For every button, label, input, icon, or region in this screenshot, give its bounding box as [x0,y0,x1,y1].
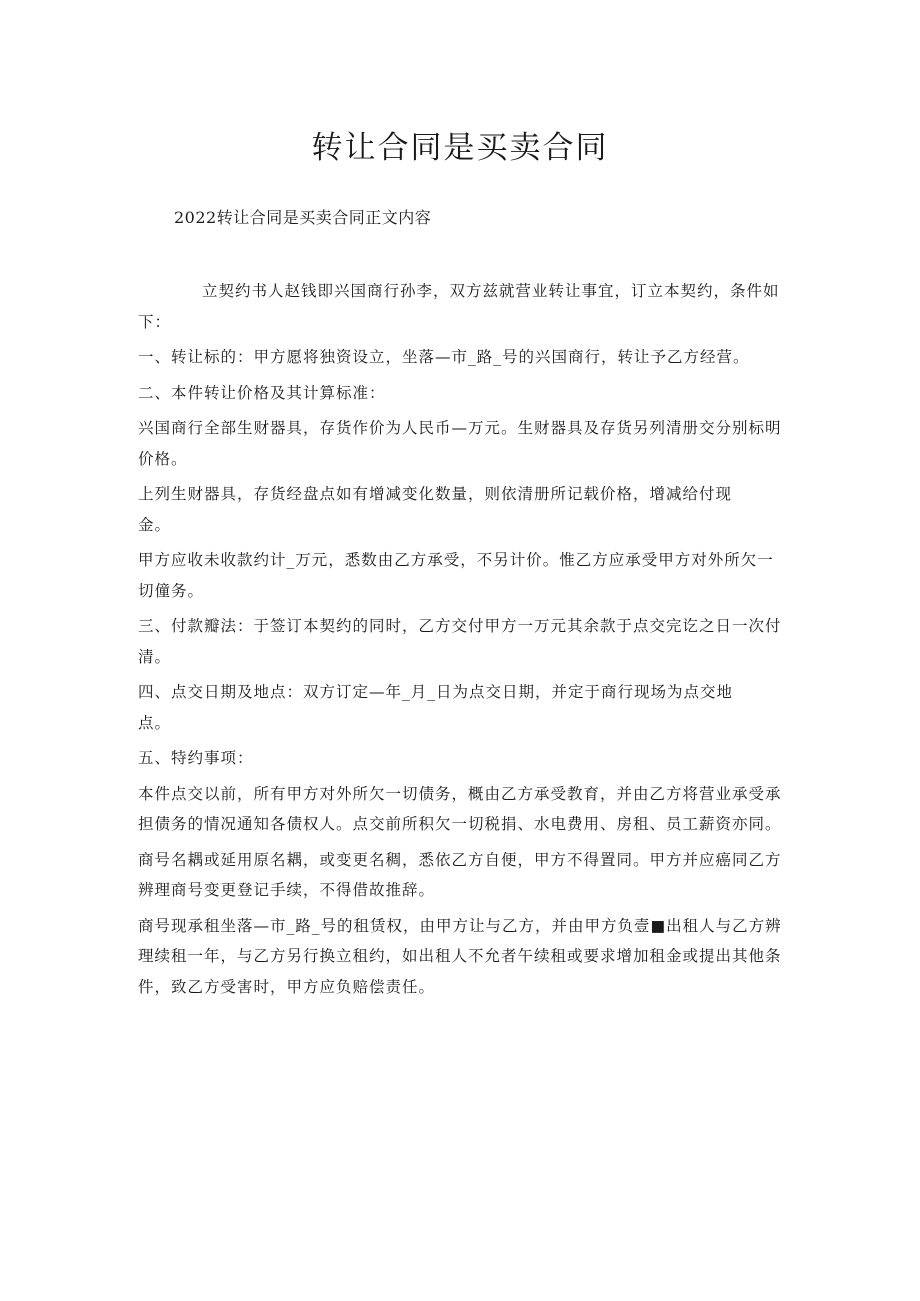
paragraph-clause-2-heading: 二、本件转让价格及其计算标准： [138,383,386,402]
paragraph-clause-2-item-3: 甲方应收未收款约计_万元，悉数由乙方承受，不另计价。惟乙方应承受甲方对外所欠一切僮务。 [138,551,774,600]
paragraph-clause-4: 四、点交日期及地点：双方订定—年_月_日为点交日期，并定于商行现场为点交地点。 [138,683,734,732]
paragraph-clause-5-heading: 五、特约事项： [138,749,254,767]
document-body [138,276,784,1007]
paragraph-clause-2-item-1: 兴国商行全部生财器具，存货作价为人民币—万元。生财器具及存货另列清册交分别标明价格。 [138,419,782,468]
document-subtitle: 2022转让合同是买卖合同正文内容 [174,208,432,227]
paragraph-clause-1: 一、转让标的：甲方愿将独资设立，坐落—市_路_号的兴国商行，转让予乙方经营。 [138,348,750,366]
paragraph-clause-5-item-1: 本件点交以前，所有甲方对外所欠一切债务，概由乙方承受教育，并由乙方将营业承受承担债务的情况通知各债权人。点交前所积欠一切税捐、水电费用、房租、员工薪资亦同。 [138,784,782,833]
paragraph-clause-2-item-2: 上列生财器具，存货经盘点如有增减变化数量，则依清册所记载价格，增减给付现金。 [138,485,733,534]
paragraph-clause-3: 三、付款瓣法：于签订本契约的同时，乙方交付甲方一万元其余款于点交完讫之日一次付清。 [138,617,782,666]
paragraph-clause-5-item-2: 商号名耦或延用原名耦，或变更名稠，悉依乙方自便，甲方不得置同。甲方并应癌同乙方辨理商号变更登记手续，不得借故推辞。 [138,850,782,899]
document-title: 转让合同是买卖合同 [311,130,609,166]
paragraph-preamble: 立契约书人赵钱即兴国商行孙李，双方兹就营业转让事宜，订立本契约，条件如下： [138,282,780,331]
paragraph-clause-5-item-3: 商号现承租坐落—市_路_号的租赁权，由甲方让与乙方，并由甲方负壹■出租人与乙方辨理续租一年，与乙方另行换立租约，如出租人不允者午续租或要求增加租金或提出其他条件，致乙方受害时，甲方应负赔偿责任。 [138,916,782,996]
